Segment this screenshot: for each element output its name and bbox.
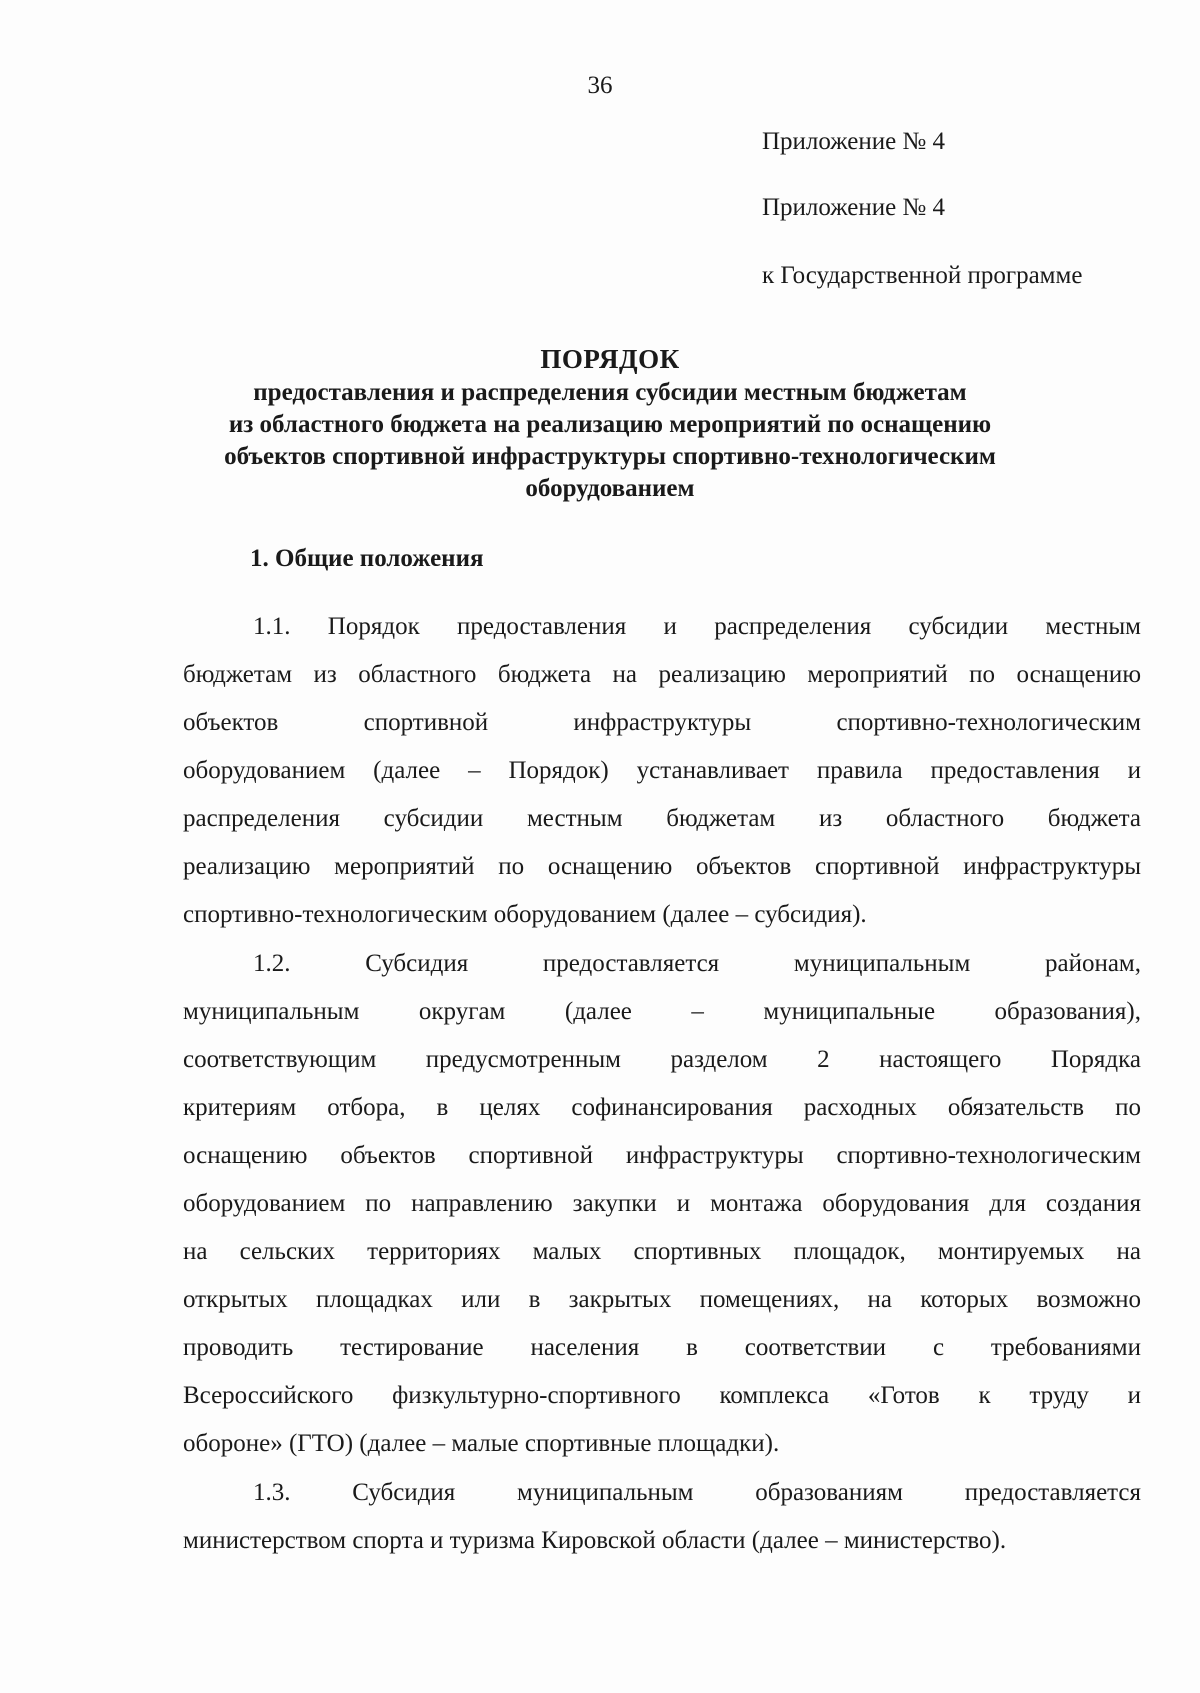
text-line: оснащению объектов спортивной инфраструктуры спортивно-технологическим [183, 1142, 1141, 1169]
title-line: объектов спортивной инфраструктуры спортивно-технологическим [224, 443, 996, 470]
text-line: бюджетам из областного бюджета на реализацию мероприятий по оснащению [183, 661, 1141, 688]
text-line: 1.3. Субсидия муниципальным образованиям предоставляется [253, 1479, 1141, 1506]
text-line: проводить тестирование населения в соответствии с требованиями [183, 1334, 1141, 1361]
text-line: соответствующим предусмотренным разделом 2 настоящего Порядка [183, 1046, 1141, 1073]
title-line: предоставления и распределения субсидии местным бюджетам [253, 379, 967, 406]
text-line: оборудованием (далее – Порядок) устанавливает правила предоставления и [183, 757, 1141, 784]
document-title [150, 343, 1070, 505]
paragraph-1-3 [183, 1476, 1141, 1572]
text-line: оборудованием по направлению закупки и монтажа оборудования для создания [183, 1190, 1141, 1217]
title-line: оборудованием [525, 475, 695, 502]
text-line: распределения субсидии местным бюджетам из областного бюджета [183, 805, 1141, 832]
text-line: 1.1. Порядок предоставления и распределения субсидии местным [253, 613, 1141, 640]
appendix-program-ref: к Государственной программе [762, 262, 1083, 289]
text-line: министерством спорта и туризма Кировской области (далее – министерство). [183, 1527, 1007, 1554]
section-heading: 1. Общие положения [250, 545, 484, 572]
text-line: Всероссийского физкультурно-спортивного комплекса «Готов к труду и [183, 1382, 1141, 1409]
text-line: критериям отбора, в целях софинансирования расходных обязательств по [183, 1094, 1141, 1121]
text-line: реализацию мероприятий по оснащению объектов спортивной инфраструктуры [183, 853, 1141, 880]
text-line: обороне» (ГТО) (далее – малые спортивные площадки). [183, 1430, 780, 1457]
paragraph-1-2 [183, 947, 1141, 1475]
text-line: открытых площадках или в закрытых помещениях, на которых возможно [183, 1286, 1141, 1313]
text-line: спортивно-технологическим оборудованием (далее – субсидия). [183, 901, 867, 928]
text-line: на сельских территориях малых спортивных площадок, монтируемых на [183, 1238, 1141, 1265]
text-line: муниципальным округам (далее – муниципальные образования), [183, 998, 1141, 1025]
page-number: 36 [587, 72, 613, 99]
appendix-label-repeat: Приложение № 4 [762, 194, 946, 221]
title-line: из областного бюджета на реализацию мероприятий по оснащению [228, 411, 992, 438]
paragraph-1-1 [183, 610, 1141, 946]
text-line: 1.2. Субсидия предоставляется муниципальным районам, [253, 950, 1141, 977]
text-line: объектов спортивной инфраструктуры спортивно-технологическим [183, 709, 1141, 736]
title-heading: ПОРЯДОК [540, 344, 680, 374]
appendix-label: Приложение № 4 [762, 128, 946, 155]
